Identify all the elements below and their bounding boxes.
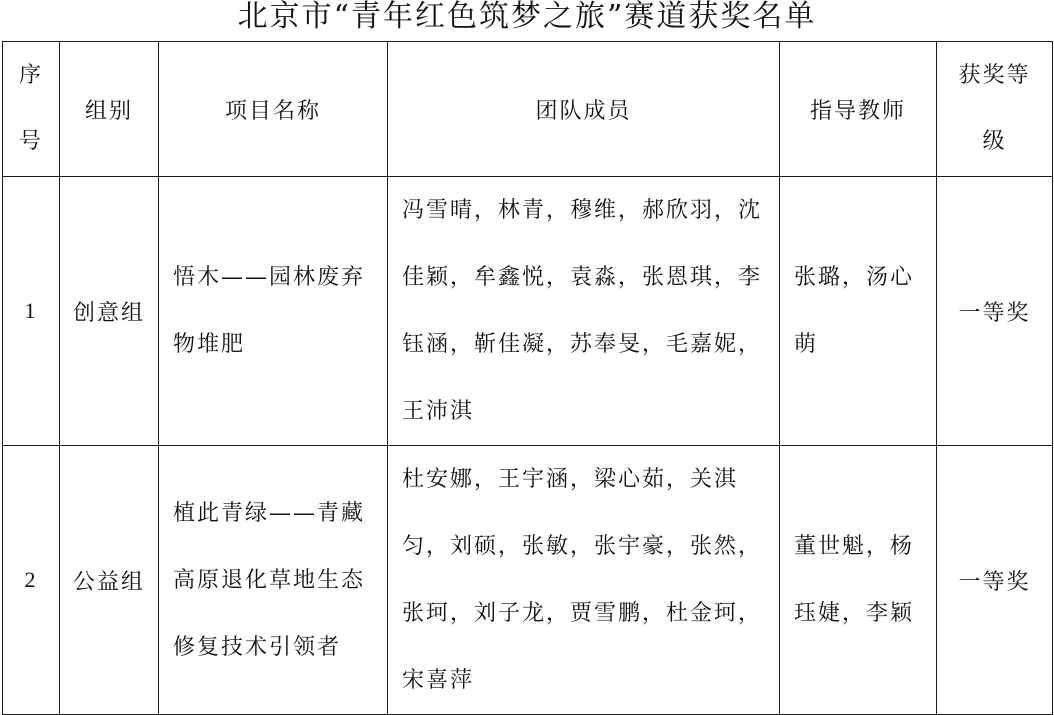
advisors-cell bbox=[780, 446, 937, 715]
members-cell bbox=[388, 446, 780, 715]
table-header-row bbox=[3, 42, 1053, 177]
header-advisors: 指导教师 bbox=[809, 98, 906, 124]
header-project: 项目名称 bbox=[224, 98, 321, 124]
header-project-cell bbox=[159, 42, 388, 177]
award-level: 一等奖 bbox=[958, 569, 1031, 595]
document-title: 北京市“青年红色筑梦之旅”赛道获奖名单 bbox=[237, 0, 817, 34]
project-name: 植此青绿——青藏高原退化草地生态修复技术引领者 bbox=[173, 500, 366, 660]
header-group: 组别 bbox=[84, 98, 133, 124]
seq-cell bbox=[3, 177, 60, 446]
header-award: 获奖等级 bbox=[958, 63, 1031, 154]
table-row bbox=[3, 177, 1053, 446]
team-members: 杜安娜，王宇涵，梁心茹，关淇匀，刘硕，张敏，张宇豪，张然，张珂，刘子龙，贾雪鹏，杜金珂，宋喜萍 bbox=[402, 467, 763, 693]
group-name: 创意组 bbox=[72, 300, 145, 326]
seq-cell bbox=[3, 446, 60, 715]
group-name: 公益组 bbox=[72, 569, 145, 595]
seq-number: 2 bbox=[24, 567, 38, 592]
project-cell bbox=[159, 446, 388, 715]
header-seq: 序号 bbox=[18, 63, 43, 154]
group-cell bbox=[60, 446, 159, 715]
award-cell bbox=[937, 446, 1053, 715]
award-table bbox=[2, 41, 1053, 715]
team-members: 冯雪晴，林青，穆维，郝欣羽，沈佳颖，牟鑫悦，袁淼，张恩琪，李钰涵，靳佳凝，苏奉旻，毛嘉妮，王沛淇 bbox=[402, 198, 763, 424]
advisors: 董世魁，杨珏婕，李颖 bbox=[794, 534, 915, 626]
header-members: 团队成员 bbox=[535, 98, 632, 124]
header-seq-cell bbox=[3, 42, 60, 177]
advisors: 张璐，汤心萌 bbox=[794, 265, 915, 357]
header-group-cell bbox=[60, 42, 159, 177]
header-members-cell bbox=[388, 42, 780, 177]
group-cell bbox=[60, 177, 159, 446]
table-row bbox=[3, 446, 1053, 715]
award-level: 一等奖 bbox=[958, 300, 1031, 326]
project-cell bbox=[159, 177, 388, 446]
seq-number: 1 bbox=[24, 298, 38, 323]
advisors-cell bbox=[780, 177, 937, 446]
header-advisors-cell bbox=[780, 42, 937, 177]
members-cell bbox=[388, 177, 780, 446]
award-cell bbox=[937, 177, 1053, 446]
project-name: 悟木——园林废弃物堆肥 bbox=[173, 265, 366, 357]
header-award-cell bbox=[937, 42, 1053, 177]
